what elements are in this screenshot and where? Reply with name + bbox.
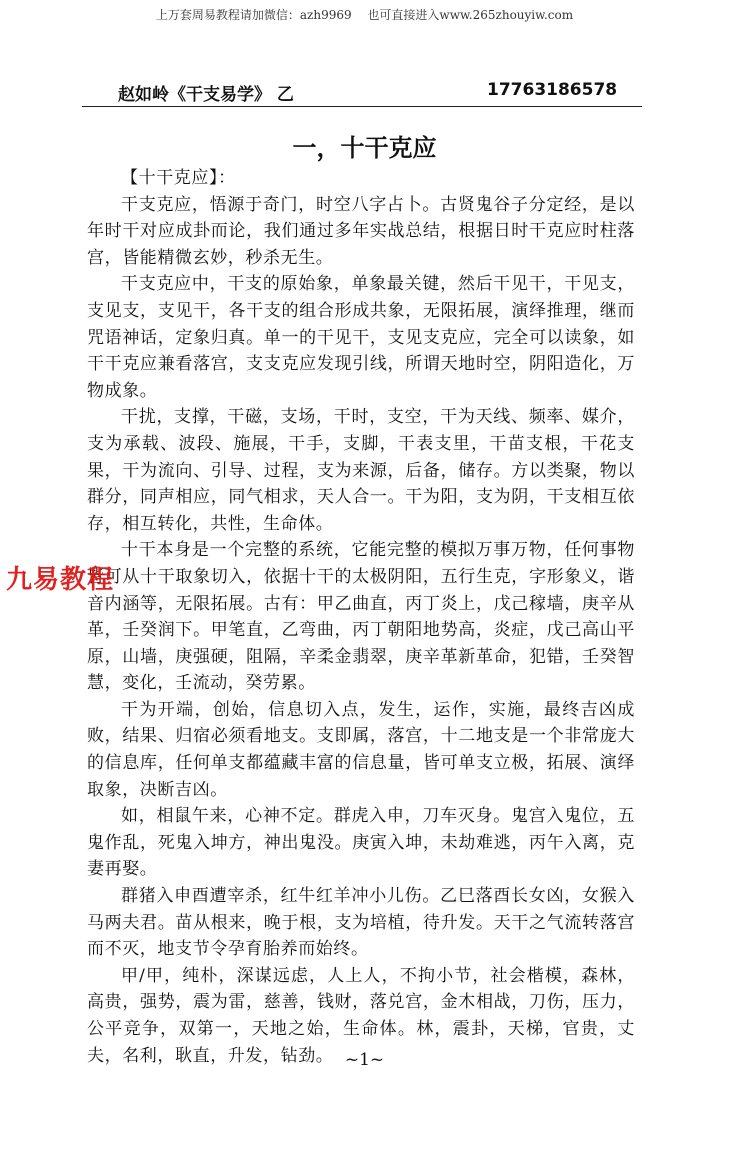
- paragraph: 甲/甲，纯朴，深谋远虑，人上人，不拘小节，社会楷模，森林，高贵，强势，震为雷，慈善，钱财，落兑宫，金木相战，刀伤，压力，公平竞争，双第一，天地之始，生命体。林，震卦，天梯，官贵，丈夫，名利，耿直，升发，钻劲。: [87, 965, 635, 1066]
- watermark-logo: 九易教程: [6, 565, 115, 595]
- paragraph: 十干本身是一个完整的系统，它能完整的模拟万事万物，任何事物皆可从十干取象切入，依据十干的太极阴阳，五行生克，字形象义，谐音内涵等，无限拓展。古有：甲乙曲直，丙丁炎上，戊己稼墙，庚辛从革，壬癸润下。甲笔直，乙弯曲，丙丁朝阳地势高，炎症，戊己高山平原，山墙，庚强硬，阻隔，辛柔金翡翠，庚辛革新革命，犯错，壬癸智慧，变化，壬流动，癸劳累。: [87, 540, 635, 694]
- page-number: ~1~: [344, 1050, 385, 1070]
- top-banner: 上万套周易教程请加微信：azh9969 也可直接进入www.265zhouyiw.com: [155, 8, 574, 22]
- paragraph: 干支克应中，干支的原始象，单象最关键，然后干见干，干见支，支见支，支见干，各干支的组合形成共象，无限拓展，演绎推理，继而咒语神话，定象归真。单一的干见干，支见支克应，完全可以读象，如干干克应兼看落宫，支支克应发现引线，所谓天地时空，阴阳造化，万物成象。: [87, 274, 635, 401]
- paragraph: 干扰，支撑，干磁，支场，干时，支空，干为天线、频率、媒介，支为承载、波段、施展，干手，支脚，干表支里，干苗支根，干花支果，干为流向、引导、过程，支为来源，后备，储存。方以类聚，物以群分，同声相应，同气相求，天人合一。干为阳，支为阴，干支相互依存，相互转化，共性，生命体。: [87, 407, 635, 534]
- page-title: 一，十干克应: [292, 134, 437, 162]
- body-text: [87, 165, 635, 1069]
- paragraph: 如，相鼠午来，心神不定。群虎入申，刀车灭身。鬼宫入鬼位，五鬼作乱，死鬼入坤方，神出鬼没。庚寅入坤，未劫难逃，丙午入离，克妻再娶。: [87, 806, 635, 880]
- header-divider: [82, 106, 642, 107]
- paragraph: 干支克应，悟源于奇门，时空八字占卜。古贤鬼谷子分定经，是以年时干对应成卦而论，我们通过多年实战总结，根据日时干克应时柱落宫，皆能精微玄妙，秒杀无生。: [87, 194, 635, 268]
- paragraph: 群猪入申酉遭宰杀，红牛红羊冲小儿伤。乙巳落酉长女凶，女猴入马两夫君。苗从根来，晚于根，支为培植，待升发。天干之气流转落宫而不灭，地支节令孕育胎养而始终。: [87, 886, 635, 960]
- section-label: 【十干克应】：: [121, 168, 236, 188]
- header-phone: 17763186578: [487, 80, 618, 100]
- header-author-book: 赵如岭《干支易学》 乙: [118, 85, 294, 105]
- paragraph: 干为开端，创始，信息切入点，发生，运作，实施，最终吉凶成败，结果、归宿必须看地支。支即属，落宫，十二地支是一个非常庞大的信息库，任何单支都蕴藏丰富的信息量，皆可单支立极，拓展、演绎取象，决断吉凶。: [87, 699, 635, 800]
